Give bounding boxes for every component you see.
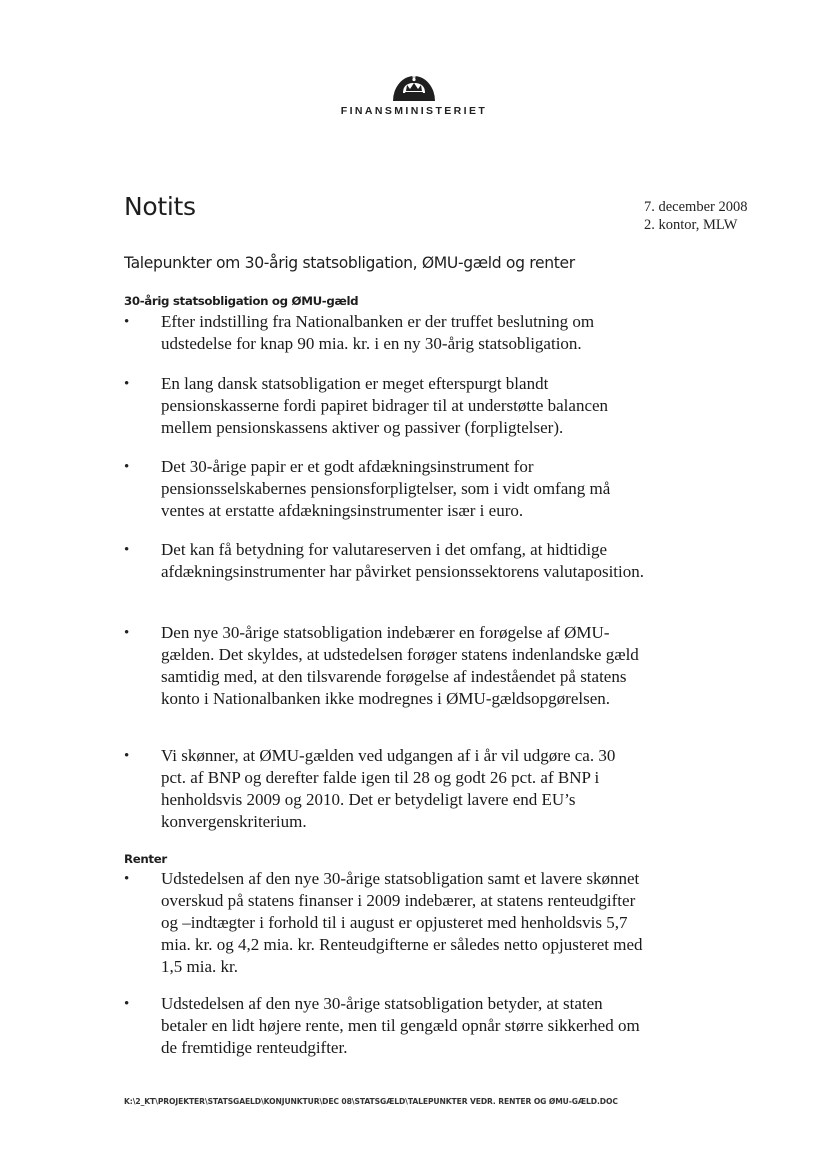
ministry-name: FINANSMINISTERIET (340, 105, 488, 117)
file-path-footer: K:\2_KT\PROJEKTER\STATSGAELD\KONJUNKTUR\DEC 08\STATSGÆLD\TALEPUNKTER VEDR. RENTER OG ØMU-GÆLD.DOC (124, 1097, 618, 1106)
bullet-text: Det 30-årige papir er et godt afdækningsinstrument for pensionsselskabernes pensionsforpligtelser, som i vidt omfang må ventes at erstatte afdækningsinstrumenter især i euro. (161, 457, 611, 520)
bullet-text: Vi skønner, at ØMU-gælden ved udgangen af i år vil udgøre ca. 30 pct. af BNP og derefter falde igen til 28 og godt 26 pct. af BNP i henholdsvis 2009 og 2010. Det er betydeligt lavere end EU’s konvergenskriterium. (161, 746, 616, 831)
bullet-item (124, 373, 644, 439)
bullet-marker: • (124, 871, 130, 887)
bullet-item (124, 456, 644, 522)
crown-emblem-icon (391, 70, 437, 102)
bullet-item (124, 993, 644, 1059)
bullet-text: Efter indstilling fra Nationalbanken er der truffet beslutning om udstedelse for knap 90 mia. kr. i en ny 30-årig statsobligation. (161, 312, 595, 353)
section-heading: Renter (124, 852, 167, 866)
bullet-item (124, 745, 644, 833)
bullet-marker: • (124, 748, 130, 764)
bullet-marker: • (124, 542, 130, 558)
bullet-item (124, 868, 644, 978)
ministry-logo (0, 70, 828, 117)
bullet-item (124, 622, 644, 710)
bullet-text: Det kan få betydning for valutareserven i det omfang, at hidtidige afdækningsinstrumenter har påvirket pensionssektorens valutaposition. (161, 540, 644, 581)
bullet-text: Den nye 30-årige statsobligation indebærer en forøgelse af ØMU-gælden. Det skyldes, at udstedelsen forøger statens indenlandske gæld samtidig med, at den tilsvarende forøgelse af indeståendet på statens konto i Nationalbanken ikke modregnes i ØMU-gældsopgørelsen. (161, 623, 639, 708)
document-office: 2. kontor, MLW (644, 217, 738, 233)
bullet-text: Udstedelsen af den nye 30-årige statsobligation samt et lavere skønnet overskud på statens finanser i 2009 indebærer, at statens renteudgifter og –indtægter i forhold til i august er opjusteret med henholdsvis 5,7 mia. kr. og 4,2 mia. kr. Renteudgifterne er således netto opjusteret med 1,5 mia. kr. (161, 869, 643, 976)
bullet-text: En lang dansk statsobligation er meget efterspurgt blandt pensionskasserne fordi papiret bidrager til at understøtte balancen mellem pensionskassens aktiver og passiver (forpligtelser). (161, 374, 609, 437)
bullet-marker: • (124, 376, 130, 392)
bullet-item (124, 539, 644, 583)
document-date: 7. december 2008 (644, 199, 748, 215)
bullet-marker: • (124, 996, 130, 1012)
section-heading: 30-årig statsobligation og ØMU-gæld (124, 294, 359, 308)
document-type-title: Notits (124, 192, 196, 221)
bullet-marker: • (124, 314, 130, 330)
bullet-item (124, 311, 644, 355)
bullet-marker: • (124, 625, 130, 641)
document-meta (644, 198, 747, 234)
bullet-marker: • (124, 459, 130, 475)
document-subtitle: Talepunkter om 30-årig statsobligation, ØMU-gæld og renter (124, 254, 575, 272)
bullet-text: Udstedelsen af den nye 30-årige statsobligation betyder, at staten betaler en lidt højere rente, men til gengæld opnår større sikkerhed om de fremtidige renteudgifter. (161, 994, 640, 1057)
